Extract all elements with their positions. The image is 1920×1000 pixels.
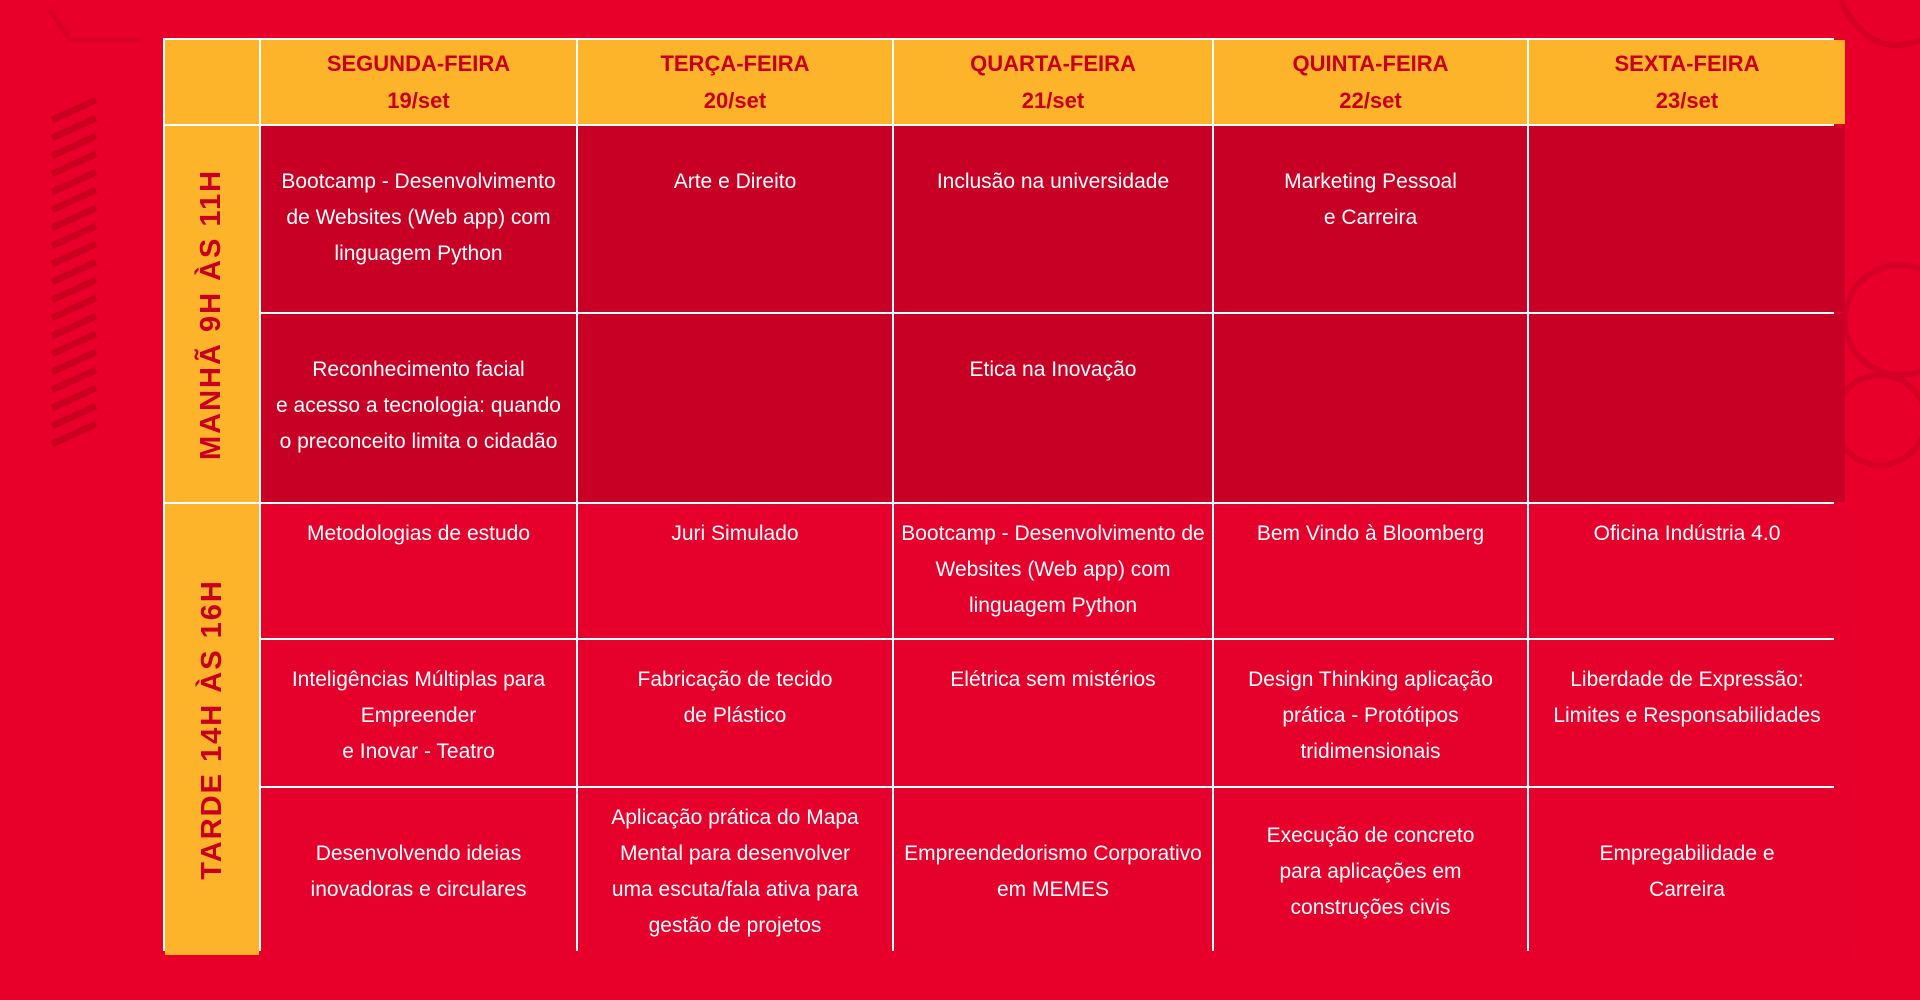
period-label-afternoon bbox=[165, 504, 259, 955]
session-cell: Fabricação de tecido de Plástico bbox=[578, 640, 892, 786]
session-cell: Desenvolvendo ideias inovadoras e circulares bbox=[261, 788, 576, 955]
session-cell: Bootcamp - Desenvolvimento de Websites (Web app) com linguagem Python bbox=[894, 504, 1212, 638]
session-cell: Bootcamp - Desenvolvimento de Websites (Web app) com linguagem Python bbox=[261, 126, 576, 312]
day-header-thursday bbox=[1214, 40, 1527, 124]
session-cell: Juri Simulado bbox=[578, 504, 892, 638]
session-cell: Etica na Inovação bbox=[894, 314, 1212, 502]
schedule-grid bbox=[163, 38, 1834, 951]
day-header-monday bbox=[261, 40, 576, 124]
session-cell bbox=[1214, 314, 1527, 502]
session-cell: Liberdade de Expressão: Limites e Responsabilidades bbox=[1529, 640, 1845, 786]
day-header-tuesday bbox=[578, 40, 892, 124]
day-header-wednesday bbox=[894, 40, 1212, 124]
session-cell: Execução de concreto para aplicações em construções civis bbox=[1214, 788, 1527, 955]
session-cell: Empregabilidade e Carreira bbox=[1529, 788, 1845, 955]
day-name: SEXTA-FEIRA bbox=[1614, 51, 1760, 76]
day-date: 21/set bbox=[1021, 88, 1085, 113]
session-cell bbox=[1529, 126, 1845, 312]
session-cell bbox=[1529, 314, 1845, 502]
session-cell: Reconhecimento facial e acesso a tecnologia: quando o preconceito limita o cidadão bbox=[261, 314, 576, 502]
period-text: MANHÃ 9H ÀS 11H bbox=[195, 168, 228, 460]
session-cell: Arte e Direito bbox=[578, 126, 892, 312]
day-date: 22/set bbox=[1339, 88, 1402, 113]
session-cell: Metodologias de estudo bbox=[261, 504, 576, 638]
session-cell bbox=[578, 314, 892, 502]
period-text: TARDE 14H ÀS 16H bbox=[195, 579, 228, 880]
day-name: QUARTA-FEIRA bbox=[970, 51, 1136, 76]
day-date: 19/set bbox=[387, 88, 450, 113]
session-cell: Marketing Pessoal e Carreira bbox=[1214, 126, 1527, 312]
header-corner bbox=[165, 40, 259, 124]
session-cell: Elétrica sem mistérios bbox=[894, 640, 1212, 786]
day-date: 23/set bbox=[1655, 88, 1719, 113]
day-name: TERÇA-FEIRA bbox=[660, 51, 810, 76]
day-name: QUINTA-FEIRA bbox=[1292, 51, 1449, 76]
day-header-friday bbox=[1529, 40, 1845, 124]
session-cell: Empreendedorismo Corporativo em MEMES bbox=[894, 788, 1212, 955]
day-name: SEGUNDA-FEIRA bbox=[326, 51, 511, 76]
session-cell: Inclusão na universidade bbox=[894, 126, 1212, 312]
session-cell: Bem Vindo à Bloomberg bbox=[1214, 504, 1527, 638]
period-label-morning bbox=[165, 126, 259, 502]
session-cell: Aplicação prática do Mapa Mental para desenvolver uma escuta/fala ativa para gestão de projetos bbox=[578, 788, 892, 955]
session-cell: Design Thinking aplicação prática - Protótipos tridimensionais bbox=[1214, 640, 1527, 786]
day-date: 20/set bbox=[703, 88, 767, 113]
session-cell: Oficina Indústria 4.0 bbox=[1529, 504, 1845, 638]
session-cell: Inteligências Múltiplas para Empreender e Inovar - Teatro bbox=[261, 640, 576, 786]
